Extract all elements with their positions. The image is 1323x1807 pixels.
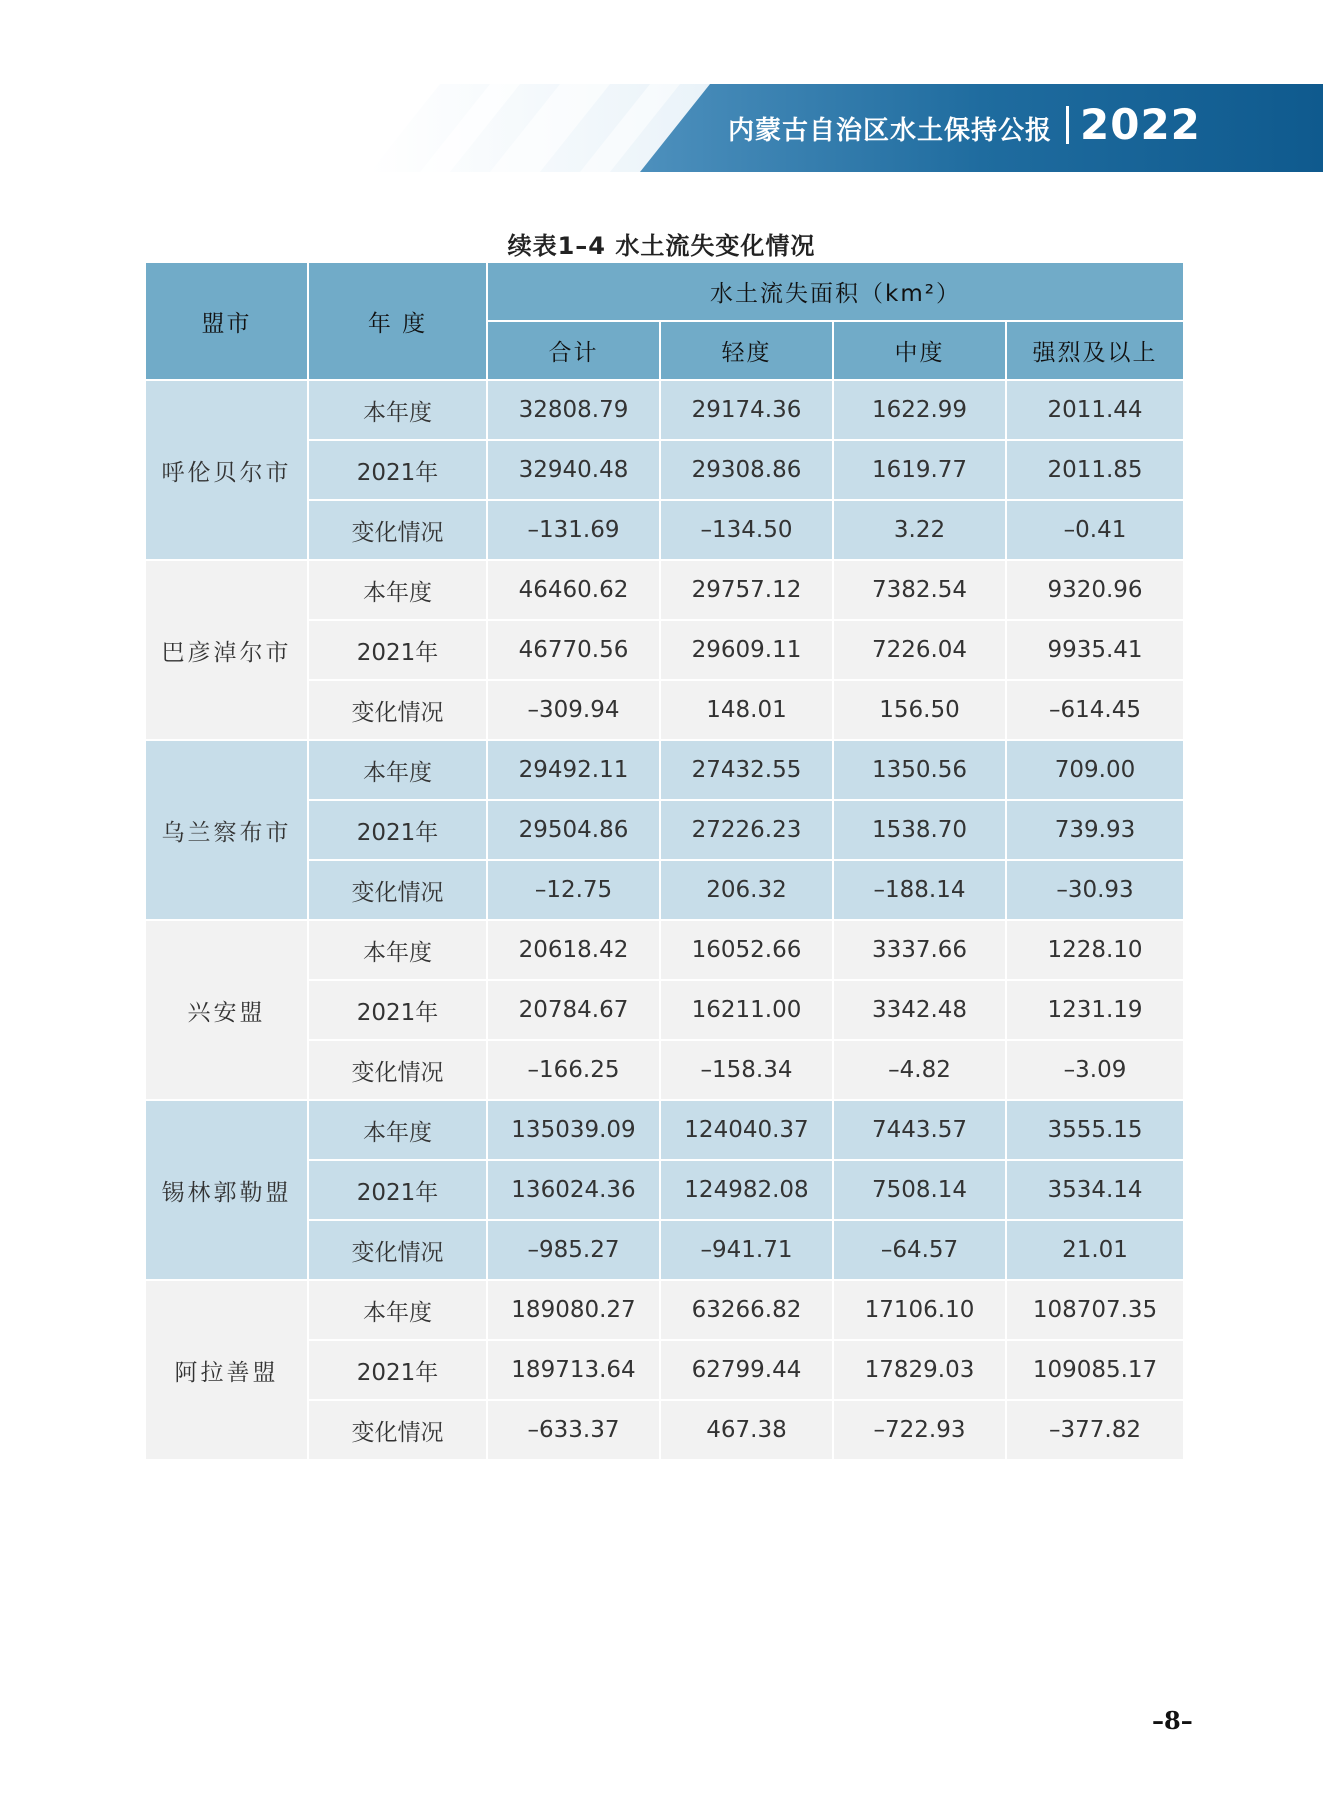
value-cell: 1622.99 — [834, 381, 1007, 441]
value-cell: 63266.82 — [661, 1281, 834, 1341]
page-number: –8– — [1152, 1706, 1193, 1735]
year-label-cell: 本年度 — [309, 1281, 488, 1341]
year-label-cell: 2021年 — [309, 981, 488, 1041]
table-row — [146, 381, 1183, 441]
header-erosion-area: 水土流失面积（km²） — [488, 263, 1183, 322]
value-cell: 135039.09 — [488, 1101, 661, 1161]
year-label-cell: 变化情况 — [309, 501, 488, 561]
year-label-cell: 本年度 — [309, 561, 488, 621]
year-label-cell: 本年度 — [309, 741, 488, 801]
value-cell: 27226.23 — [661, 801, 834, 861]
table-caption: 续表1–4 水土流失变化情况 — [507, 232, 816, 260]
value-cell: 3.22 — [834, 501, 1007, 561]
value-cell: 3555.15 — [1007, 1101, 1183, 1161]
value-cell: –309.94 — [488, 681, 661, 741]
value-cell: 29492.11 — [488, 741, 661, 801]
value-cell: 20784.67 — [488, 981, 661, 1041]
table-row — [146, 561, 1183, 621]
value-cell: –12.75 — [488, 861, 661, 921]
value-cell: –4.82 — [834, 1041, 1007, 1101]
value-cell: 2011.85 — [1007, 441, 1183, 501]
value-cell: –3.09 — [1007, 1041, 1183, 1101]
region-cell: 兴安盟 — [146, 921, 309, 1101]
value-cell: 709.00 — [1007, 741, 1183, 801]
year-label-cell: 变化情况 — [309, 681, 488, 741]
year-label-cell: 2021年 — [309, 1341, 488, 1401]
value-cell: –158.34 — [661, 1041, 834, 1101]
value-cell: 7508.14 — [834, 1161, 1007, 1221]
value-cell: 29757.12 — [661, 561, 834, 621]
value-cell: 17106.10 — [834, 1281, 1007, 1341]
value-cell: 32940.48 — [488, 441, 661, 501]
value-cell: 739.93 — [1007, 801, 1183, 861]
table-row — [146, 1281, 1183, 1341]
value-cell: 148.01 — [661, 681, 834, 741]
value-cell: –722.93 — [834, 1401, 1007, 1461]
value-cell: 17829.03 — [834, 1341, 1007, 1401]
value-cell: 62799.44 — [661, 1341, 834, 1401]
value-cell: 46770.56 — [488, 621, 661, 681]
year-label-cell: 变化情况 — [309, 1401, 488, 1461]
value-cell: –941.71 — [661, 1221, 834, 1281]
title-separator — [1066, 106, 1069, 144]
table-row — [146, 741, 1183, 801]
region-cell: 阿拉善盟 — [146, 1281, 309, 1461]
header-total: 合计 — [488, 322, 661, 381]
value-cell: 27432.55 — [661, 741, 834, 801]
value-cell: 136024.36 — [488, 1161, 661, 1221]
header-light: 轻度 — [661, 322, 834, 381]
value-cell: 3337.66 — [834, 921, 1007, 981]
value-cell: 206.32 — [661, 861, 834, 921]
value-cell: 16211.00 — [661, 981, 834, 1041]
year-label-cell: 变化情况 — [309, 861, 488, 921]
value-cell: 46460.62 — [488, 561, 661, 621]
value-cell: 7382.54 — [834, 561, 1007, 621]
header-year: 年 度 — [309, 263, 488, 381]
value-cell: 124982.08 — [661, 1161, 834, 1221]
table-row — [146, 921, 1183, 981]
soil-erosion-table — [146, 263, 1183, 1461]
value-cell: –30.93 — [1007, 861, 1183, 921]
region-cell: 锡林郭勒盟 — [146, 1101, 309, 1281]
header-region: 盟市 — [146, 263, 309, 381]
value-cell: –131.69 — [488, 501, 661, 561]
value-cell: –64.57 — [834, 1221, 1007, 1281]
value-cell: –0.41 — [1007, 501, 1183, 561]
year-label-cell: 变化情况 — [309, 1221, 488, 1281]
region-cell: 呼伦贝尔市 — [146, 381, 309, 561]
year-label-cell: 本年度 — [309, 921, 488, 981]
value-cell: –166.25 — [488, 1041, 661, 1101]
header-severe: 强烈及以上 — [1007, 322, 1183, 381]
value-cell: 21.01 — [1007, 1221, 1183, 1281]
value-cell: 1619.77 — [834, 441, 1007, 501]
value-cell: 7443.57 — [834, 1101, 1007, 1161]
year-label-cell: 2021年 — [309, 1161, 488, 1221]
table-row — [146, 1101, 1183, 1161]
value-cell: 109085.17 — [1007, 1341, 1183, 1401]
value-cell: 29609.11 — [661, 621, 834, 681]
value-cell: 7226.04 — [834, 621, 1007, 681]
value-cell: 189713.64 — [488, 1341, 661, 1401]
value-cell: 1228.10 — [1007, 921, 1183, 981]
value-cell: 189080.27 — [488, 1281, 661, 1341]
value-cell: 9935.41 — [1007, 621, 1183, 681]
value-cell: 1231.19 — [1007, 981, 1183, 1041]
value-cell: 1350.56 — [834, 741, 1007, 801]
value-cell: 29308.86 — [661, 441, 834, 501]
year-label-cell: 本年度 — [309, 381, 488, 441]
value-cell: 2011.44 — [1007, 381, 1183, 441]
report-year: 2022 — [1080, 100, 1201, 149]
value-cell: 1538.70 — [834, 801, 1007, 861]
value-cell: 156.50 — [834, 681, 1007, 741]
value-cell: 3534.14 — [1007, 1161, 1183, 1221]
value-cell: 3342.48 — [834, 981, 1007, 1041]
year-label-cell: 2021年 — [309, 621, 488, 681]
year-label-cell: 2021年 — [309, 441, 488, 501]
value-cell: 29174.36 — [661, 381, 834, 441]
year-label-cell: 变化情况 — [309, 1041, 488, 1101]
region-cell: 乌兰察布市 — [146, 741, 309, 921]
value-cell: –985.27 — [488, 1221, 661, 1281]
value-cell: 16052.66 — [661, 921, 834, 981]
report-title: 内蒙古自治区水土保持公报 — [728, 116, 1053, 146]
value-cell: 108707.35 — [1007, 1281, 1183, 1341]
table-body — [146, 381, 1183, 1461]
value-cell: 29504.86 — [488, 801, 661, 861]
value-cell: –614.45 — [1007, 681, 1183, 741]
year-label-cell: 2021年 — [309, 801, 488, 861]
value-cell: 20618.42 — [488, 921, 661, 981]
value-cell: –134.50 — [661, 501, 834, 561]
value-cell: –377.82 — [1007, 1401, 1183, 1461]
value-cell: –188.14 — [834, 861, 1007, 921]
region-cell: 巴彦淖尔市 — [146, 561, 309, 741]
value-cell: 9320.96 — [1007, 561, 1183, 621]
value-cell: 32808.79 — [488, 381, 661, 441]
value-cell: 467.38 — [661, 1401, 834, 1461]
header-moderate: 中度 — [834, 322, 1007, 381]
value-cell: 124040.37 — [661, 1101, 834, 1161]
year-label-cell: 本年度 — [309, 1101, 488, 1161]
value-cell: –633.37 — [488, 1401, 661, 1461]
